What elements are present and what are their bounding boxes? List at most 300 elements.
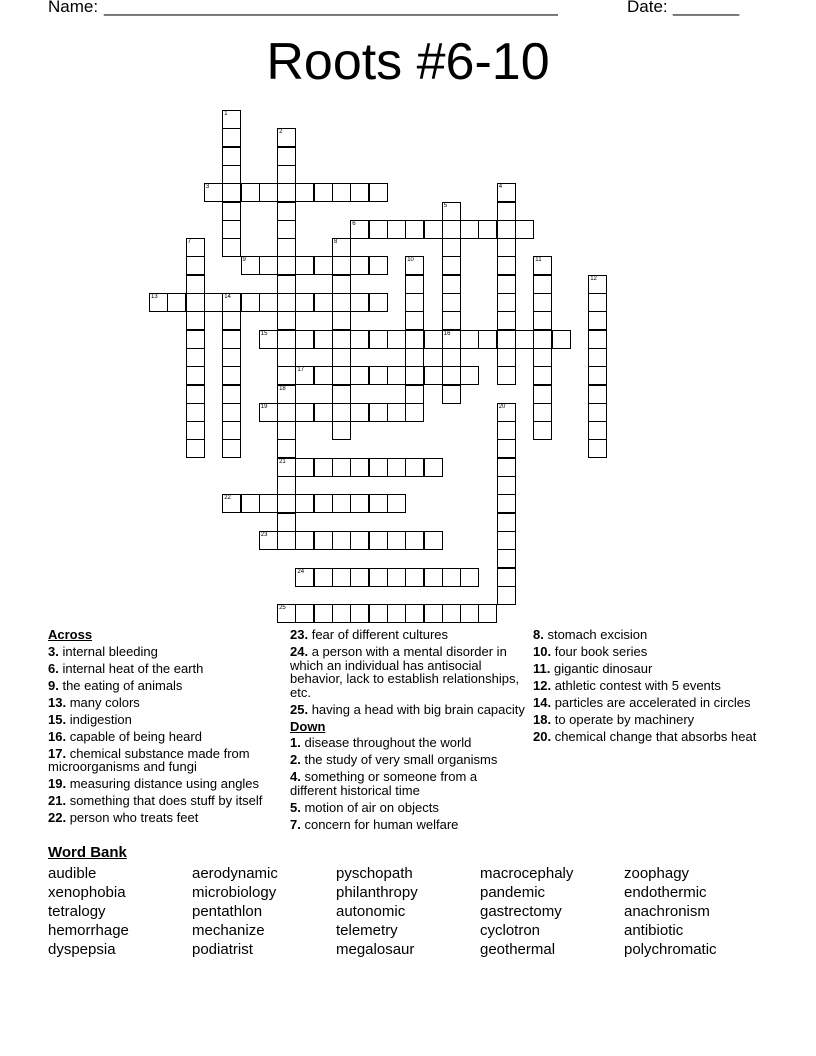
clue-number: 12 — [590, 275, 597, 282]
crossword-cell[interactable] — [369, 458, 388, 477]
crossword-cell[interactable] — [332, 604, 351, 623]
crossword-cell[interactable] — [204, 183, 223, 202]
crossword-cell[interactable] — [405, 256, 424, 275]
clue-number: 13 — [151, 294, 158, 300]
clue-number-label: 18. — [533, 712, 552, 727]
crossword-cell[interactable] — [533, 275, 552, 294]
crossword-cell[interactable] — [350, 531, 369, 550]
across-clue — [48, 662, 278, 676]
clue-text: chemical change that absorbs heat — [554, 729, 757, 744]
crossword-cell[interactable] — [369, 568, 388, 587]
crossword-cell[interactable] — [332, 568, 351, 587]
crossword-cell[interactable] — [350, 183, 369, 202]
crossword-cell[interactable] — [460, 568, 479, 587]
crossword-cell[interactable] — [460, 330, 479, 349]
crossword-cell[interactable] — [350, 256, 369, 275]
crossword-cell[interactable] — [478, 330, 497, 349]
crossword-cell[interactable] — [387, 604, 406, 623]
crossword-cell[interactable] — [295, 568, 314, 587]
crossword-cell[interactable] — [442, 220, 461, 239]
crossword-cell[interactable] — [332, 311, 351, 330]
down-clue — [533, 662, 758, 676]
crossword-cell[interactable] — [332, 403, 351, 422]
crossword-cell[interactable] — [424, 531, 443, 550]
crossword-cell[interactable] — [314, 183, 333, 202]
crossword-cell[interactable] — [186, 238, 205, 257]
crossword-cell[interactable] — [350, 494, 369, 513]
crossword-cell[interactable] — [460, 604, 479, 623]
crossword-cell[interactable] — [588, 311, 607, 330]
crossword-cell[interactable] — [259, 330, 278, 349]
clue-number-label: 25. — [290, 701, 309, 717]
crossword-cell[interactable] — [387, 330, 406, 349]
crossword-cell[interactable] — [332, 348, 351, 367]
crossword-cell[interactable] — [387, 403, 406, 422]
crossword-cell[interactable] — [295, 403, 314, 422]
crossword-cell[interactable] — [497, 238, 516, 257]
crossword-cell[interactable] — [497, 421, 516, 440]
crossword-cell[interactable] — [588, 385, 607, 404]
crossword-cell[interactable] — [222, 183, 241, 202]
word-bank-item: antibiotic — [624, 922, 684, 939]
word-bank-item: aerodynamic — [192, 865, 278, 882]
clue-number-label: 7. — [290, 816, 301, 832]
crossword-cell[interactable] — [588, 403, 607, 422]
crossword-cell[interactable] — [295, 531, 314, 550]
crossword-cell[interactable] — [350, 403, 369, 422]
crossword-cell[interactable] — [186, 275, 205, 294]
crossword-cell[interactable] — [369, 366, 388, 385]
crossword-cell[interactable] — [533, 311, 552, 330]
crossword-cell[interactable] — [405, 366, 424, 385]
crossword-cell[interactable] — [332, 256, 351, 275]
crossword-cell[interactable] — [259, 256, 278, 275]
crossword-cell[interactable] — [497, 293, 516, 312]
clue-number-label: 21. — [48, 793, 67, 808]
crossword-cell[interactable] — [277, 385, 296, 404]
crossword-cell[interactable] — [222, 293, 241, 312]
crossword-cell[interactable] — [277, 421, 296, 440]
word-bank-item: podiatrist — [192, 941, 253, 958]
crossword-cell[interactable] — [350, 366, 369, 385]
crossword-cell[interactable] — [186, 385, 205, 404]
crossword-cell[interactable] — [222, 366, 241, 385]
across-clue — [290, 628, 525, 642]
clue-number-label: 23. — [290, 627, 309, 642]
crossword-cell[interactable] — [186, 330, 205, 349]
crossword-cell[interactable] — [533, 348, 552, 367]
clue-text: fear of different cultures — [311, 627, 449, 642]
clue-number: 15 — [260, 330, 268, 337]
crossword-cell[interactable] — [186, 348, 205, 367]
crossword-cell[interactable] — [442, 604, 461, 623]
word-bank-item: mechanize — [192, 922, 265, 939]
crossword-cell[interactable] — [332, 458, 351, 477]
crossword-cell[interactable] — [497, 330, 516, 349]
crossword-cell[interactable] — [460, 366, 479, 385]
crossword-cell[interactable] — [369, 604, 388, 623]
crossword-cell[interactable] — [497, 256, 516, 275]
crossword-cell[interactable] — [277, 403, 296, 422]
crossword-cell[interactable] — [387, 458, 406, 477]
crossword-cell[interactable] — [497, 476, 516, 495]
crossword-cell[interactable] — [277, 165, 296, 184]
crossword-cell[interactable] — [369, 494, 388, 513]
crossword-cell[interactable] — [222, 348, 241, 367]
crossword-cell[interactable] — [497, 586, 516, 605]
clue-text: indigestion — [69, 711, 132, 727]
crossword-cell[interactable] — [295, 330, 314, 349]
crossword-cell[interactable] — [442, 293, 461, 312]
crossword-cell[interactable] — [277, 293, 296, 312]
down-clue — [533, 730, 758, 744]
crossword-cell[interactable] — [314, 293, 333, 312]
crossword-cell[interactable] — [277, 476, 296, 495]
crossword-cell[interactable] — [277, 202, 296, 221]
crossword-cell[interactable] — [497, 494, 516, 513]
clue-number: 23 — [260, 531, 268, 538]
crossword-cell[interactable] — [424, 604, 443, 623]
clue-number: 3 — [205, 184, 210, 191]
crossword-cell[interactable] — [350, 330, 369, 349]
across-clue — [48, 696, 278, 710]
crossword-cell[interactable] — [387, 531, 406, 550]
clue-number-label: 20. — [533, 729, 552, 744]
word-bank-item: pentathlon — [192, 903, 263, 920]
down-heading: Down — [290, 718, 326, 734]
crossword-cell[interactable] — [497, 439, 516, 458]
crossword-cell[interactable] — [314, 403, 333, 422]
crossword-cell[interactable] — [259, 531, 278, 550]
crossword-cell[interactable] — [442, 330, 461, 349]
clue-text: to operate by machinery — [554, 712, 695, 727]
crossword-cell[interactable] — [222, 311, 241, 330]
across-clue — [48, 679, 278, 693]
across-clue — [48, 794, 278, 808]
clue-number-label: 13. — [48, 694, 67, 710]
crossword-cell[interactable] — [424, 330, 443, 349]
crossword-cell[interactable] — [588, 439, 607, 458]
crossword-cell[interactable] — [515, 220, 534, 239]
crossword-cell[interactable] — [533, 330, 552, 349]
crossword-cell[interactable] — [295, 458, 314, 477]
crossword-cell[interactable] — [350, 604, 369, 623]
crossword-cell[interactable] — [241, 183, 260, 202]
crossword-cell[interactable] — [424, 220, 443, 239]
crossword-cell[interactable] — [277, 366, 296, 385]
crossword-cell[interactable] — [405, 311, 424, 330]
crossword-cell[interactable] — [442, 311, 461, 330]
crossword-cell[interactable] — [277, 531, 296, 550]
crossword-cell[interactable] — [387, 366, 406, 385]
crossword-cell[interactable] — [277, 494, 296, 513]
crossword-cell[interactable] — [314, 458, 333, 477]
clue-number-label: 2. — [290, 752, 301, 767]
word-bank-item: microbiology — [192, 884, 277, 901]
clue-number: 5 — [443, 202, 448, 209]
clue-number-label: 22. — [48, 810, 67, 825]
crossword-cell[interactable] — [405, 220, 424, 239]
crossword-cell[interactable] — [369, 293, 388, 312]
crossword-cell[interactable] — [186, 421, 205, 440]
crossword-cell[interactable] — [369, 330, 388, 349]
crossword-cell[interactable] — [241, 494, 260, 513]
crossword-cell[interactable] — [497, 366, 516, 385]
crossword-cell[interactable] — [369, 403, 388, 422]
clue-number: 4 — [498, 184, 503, 191]
clues-column-3 — [533, 628, 758, 747]
crossword-cell[interactable] — [497, 202, 516, 221]
crossword-cell[interactable] — [460, 220, 479, 239]
crossword-cell[interactable] — [186, 256, 205, 275]
crossword-cell[interactable] — [332, 494, 351, 513]
crossword-cell[interactable] — [497, 275, 516, 294]
crossword-cell[interactable] — [314, 604, 333, 623]
crossword-cell[interactable] — [186, 366, 205, 385]
clues-column-2 — [290, 628, 525, 835]
crossword-cell[interactable] — [533, 403, 552, 422]
crossword-cell[interactable] — [332, 385, 351, 404]
crossword-cell[interactable] — [241, 293, 260, 312]
word-bank-item: tetralogy — [48, 903, 106, 920]
crossword-cell[interactable] — [424, 458, 443, 477]
crossword-cell[interactable] — [497, 531, 516, 550]
crossword-cell[interactable] — [186, 403, 205, 422]
crossword-cell[interactable] — [442, 275, 461, 294]
crossword-cell[interactable] — [222, 238, 241, 257]
crossword-cell[interactable] — [277, 256, 296, 275]
crossword-cell[interactable] — [277, 348, 296, 367]
across-clue — [290, 703, 525, 717]
crossword-cell[interactable] — [259, 403, 278, 422]
crossword-cell[interactable] — [314, 330, 333, 349]
crossword-cell[interactable] — [350, 568, 369, 587]
crossword-cell[interactable] — [314, 531, 333, 550]
crossword-cell[interactable] — [442, 385, 461, 404]
crossword-cell[interactable] — [405, 403, 424, 422]
crossword-cell[interactable] — [497, 220, 516, 239]
crossword-cell[interactable] — [533, 293, 552, 312]
crossword-cell[interactable] — [350, 458, 369, 477]
crossword-cell[interactable] — [533, 366, 552, 385]
crossword-cell[interactable] — [424, 568, 443, 587]
crossword-cell[interactable] — [588, 275, 607, 294]
crossword-cell[interactable] — [497, 183, 516, 202]
clue-number: 11 — [535, 257, 542, 264]
crossword-cell[interactable] — [259, 183, 278, 202]
crossword-cell[interactable] — [277, 147, 296, 166]
crossword-cell[interactable] — [497, 458, 516, 477]
crossword-cell[interactable] — [515, 330, 534, 349]
crossword-cell[interactable] — [259, 494, 278, 513]
crossword-cell[interactable] — [405, 348, 424, 367]
crossword-cell[interactable] — [277, 238, 296, 257]
crossword-cell[interactable] — [167, 293, 186, 312]
crossword-cell[interactable] — [204, 293, 223, 312]
crossword-cell[interactable] — [497, 513, 516, 532]
crossword-cell[interactable] — [350, 220, 369, 239]
crossword-cell[interactable] — [369, 531, 388, 550]
crossword-cell[interactable] — [442, 348, 461, 367]
crossword-cell[interactable] — [332, 293, 351, 312]
clue-number-label: 11. — [533, 661, 551, 676]
crossword-cell[interactable] — [497, 403, 516, 422]
clue-number-label: 6. — [48, 660, 59, 676]
clue-number-label: 4. — [290, 769, 301, 784]
name-label: Name: — [48, 0, 99, 16]
clue-number: 19 — [260, 403, 268, 410]
clue-number: 22 — [224, 495, 231, 502]
crossword-cell[interactable] — [332, 421, 351, 440]
down-clue — [533, 645, 758, 659]
crossword-cell[interactable] — [442, 238, 461, 257]
crossword-cell[interactable] — [588, 348, 607, 367]
clue-text: athletic contest with 5 events — [554, 678, 721, 693]
crossword-cell[interactable] — [222, 330, 241, 349]
crossword-cell[interactable] — [387, 494, 406, 513]
clue-text: stomach excision — [547, 627, 648, 642]
across-clue — [48, 730, 278, 744]
crossword-cell[interactable] — [533, 256, 552, 275]
crossword-cell[interactable] — [314, 256, 333, 275]
crossword-cell[interactable] — [405, 275, 424, 294]
clue-number: 20 — [498, 403, 506, 410]
crossword-cell[interactable] — [186, 439, 205, 458]
clue-number: 2 — [279, 129, 283, 136]
crossword-cell[interactable] — [222, 202, 241, 221]
crossword-cell[interactable] — [277, 604, 296, 623]
crossword-cell[interactable] — [222, 439, 241, 458]
crossword-cell[interactable] — [332, 183, 351, 202]
crossword-cell[interactable] — [588, 421, 607, 440]
name-field[interactable]: ________________________________________________ — [104, 0, 558, 16]
crossword-cell[interactable] — [295, 293, 314, 312]
crossword-cell[interactable] — [222, 494, 241, 513]
crossword-cell[interactable] — [588, 293, 607, 312]
clue-text: the study of very small organisms — [304, 752, 498, 767]
crossword-cell[interactable] — [387, 568, 406, 587]
down-clue — [290, 770, 525, 797]
crossword-cell[interactable] — [277, 220, 296, 239]
crossword-cell[interactable] — [277, 513, 296, 532]
crossword-cell[interactable] — [478, 604, 497, 623]
crossword-cell[interactable] — [405, 330, 424, 349]
crossword-cell[interactable] — [405, 531, 424, 550]
clue-number-label: 10. — [533, 644, 552, 659]
crossword-cell[interactable] — [222, 165, 241, 184]
crossword-cell[interactable] — [497, 568, 516, 587]
clue-number: 14 — [224, 294, 231, 300]
crossword-cell[interactable] — [241, 256, 260, 275]
crossword-cell[interactable] — [295, 256, 314, 275]
clue-number-label: 17. — [48, 745, 67, 761]
crossword-cell[interactable] — [350, 293, 369, 312]
clue-number-label: 12. — [533, 678, 552, 693]
crossword-cell[interactable] — [314, 366, 333, 385]
crossword-cell[interactable] — [332, 531, 351, 550]
crossword-cell[interactable] — [588, 330, 607, 349]
crossword-cell[interactable] — [314, 568, 333, 587]
clue-text: four book series — [554, 644, 648, 659]
crossword-cell[interactable] — [222, 403, 241, 422]
crossword-cell[interactable] — [277, 311, 296, 330]
crossword-cell[interactable] — [497, 549, 516, 568]
crossword-cell[interactable] — [497, 311, 516, 330]
crossword-cell[interactable] — [277, 275, 296, 294]
word-bank-item: telemetry — [336, 922, 398, 939]
crossword-cell[interactable] — [222, 421, 241, 440]
crossword-cell[interactable] — [277, 330, 296, 349]
clue-text: particles are accelerated in circles — [554, 695, 751, 710]
crossword-cell[interactable] — [442, 366, 461, 385]
clue-text: gigantic dinosaur — [553, 661, 653, 676]
clue-number: 8 — [334, 239, 338, 246]
crossword-cell[interactable] — [442, 202, 461, 221]
crossword-cell[interactable] — [332, 330, 351, 349]
crossword-cell[interactable] — [295, 604, 314, 623]
across-heading: Across — [48, 627, 93, 642]
crossword-cell[interactable] — [369, 220, 388, 239]
crossword-cell[interactable] — [405, 604, 424, 623]
crossword-cell[interactable] — [314, 494, 333, 513]
crossword-cell[interactable] — [295, 366, 314, 385]
crossword-cell[interactable] — [332, 275, 351, 294]
crossword-cell[interactable] — [186, 311, 205, 330]
crossword-cell[interactable] — [405, 458, 424, 477]
crossword-cell[interactable] — [405, 385, 424, 404]
crossword-cell[interactable] — [332, 238, 351, 257]
crossword-cell[interactable] — [533, 421, 552, 440]
clue-text: many colors — [69, 694, 140, 710]
clue-text: a person with a mental disorder in which an individual has antisocial behavior, lack to establish relationships, etc. — [290, 644, 520, 700]
crossword-cell[interactable] — [369, 183, 388, 202]
crossword-cell[interactable] — [405, 293, 424, 312]
crossword-cell[interactable] — [533, 385, 552, 404]
crossword-cell[interactable] — [222, 128, 241, 147]
crossword-cell[interactable] — [259, 293, 278, 312]
crossword-cell[interactable] — [405, 568, 424, 587]
crossword-cell[interactable] — [222, 220, 241, 239]
crossword-cell[interactable] — [222, 385, 241, 404]
clue-number: 10 — [407, 257, 414, 264]
crossword-cell[interactable] — [295, 183, 314, 202]
crossword-cell[interactable] — [295, 494, 314, 513]
crossword-cell[interactable] — [277, 183, 296, 202]
page-title: Roots #6-10 — [266, 33, 550, 91]
crossword-cell[interactable] — [497, 348, 516, 367]
crossword-cell[interactable] — [552, 330, 571, 349]
crossword-cell[interactable] — [369, 256, 388, 275]
down-clue — [533, 696, 758, 710]
crossword-cell[interactable] — [277, 458, 296, 477]
crossword-cell[interactable] — [277, 439, 296, 458]
crossword-cell[interactable] — [277, 128, 296, 147]
clues-column-1 — [48, 628, 278, 828]
crossword-cell[interactable] — [222, 110, 241, 129]
crossword-cell[interactable] — [478, 220, 497, 239]
crossword-cell[interactable] — [387, 220, 406, 239]
crossword-cell[interactable] — [588, 366, 607, 385]
date-field[interactable]: _______ — [673, 0, 740, 16]
crossword-cell[interactable] — [149, 293, 168, 312]
word-bank-item: macrocephaly — [480, 865, 574, 882]
crossword-cell[interactable] — [424, 366, 443, 385]
crossword-cell[interactable] — [442, 256, 461, 275]
crossword-cell[interactable] — [442, 568, 461, 587]
crossword-cell[interactable] — [186, 293, 205, 312]
crossword-cell[interactable] — [332, 366, 351, 385]
crossword-cell[interactable] — [222, 147, 241, 166]
